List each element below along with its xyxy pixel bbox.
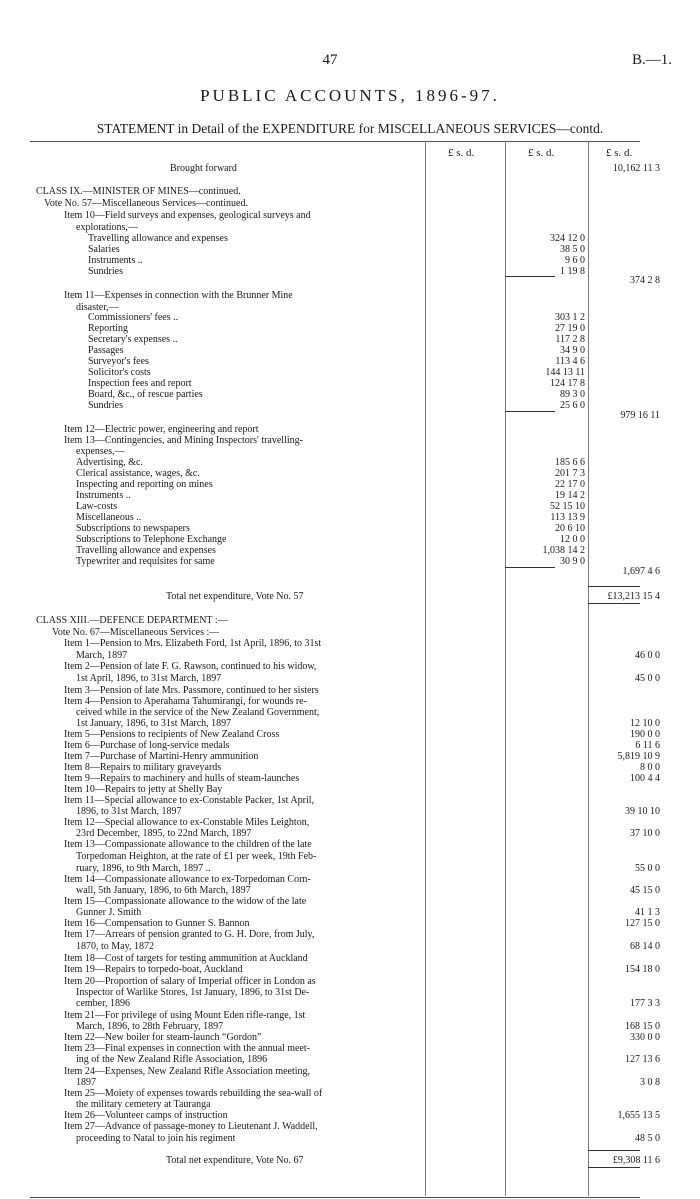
subtotal-rule xyxy=(505,411,555,412)
row-label: Item 3—Pension of late Mrs. Passmore, continued to her sisters xyxy=(64,685,319,696)
amount-total: £13,213 15 4 xyxy=(607,591,660,602)
row-label: Total net expenditure, Vote No. 67 xyxy=(166,1155,304,1166)
row-label: Item 8—Repairs to military graveyards xyxy=(64,762,222,773)
row-label: March, 1897 xyxy=(76,650,128,661)
table-row xyxy=(30,839,640,851)
row-label: Total net expenditure, Vote No. 57 xyxy=(166,591,304,602)
amount-subitem: 303 1 2 xyxy=(555,312,585,323)
row-label: Item 22—New boiler for steam-launch “Gordon” xyxy=(64,1032,262,1043)
statement-subtitle: STATEMENT in Detail of the EXPENDITURE for MISCELLANEOUS SERVICES—contd. xyxy=(96,121,604,136)
row-label: Item 11—Special allowance to ex-Constable Packer, 1st April, xyxy=(64,795,314,806)
row-label: Salaries xyxy=(88,244,120,255)
amount-subitem: 9 6 0 xyxy=(565,255,585,266)
table-row xyxy=(30,851,640,863)
amount-total: 6 11 6 xyxy=(635,740,660,751)
row-label: Secretary's expenses .. xyxy=(88,334,178,345)
row-label: Commissioners' fees .. xyxy=(88,312,179,323)
amount-total: 45 0 0 xyxy=(635,673,660,684)
table-row xyxy=(30,210,640,222)
table-row xyxy=(30,1054,660,1066)
page-number: 47 xyxy=(322,52,338,68)
amount-total: 48 5 0 xyxy=(635,1133,660,1144)
subtotal-rule xyxy=(505,276,555,277)
row-label: Subscriptions to newspapers xyxy=(76,523,190,534)
amount-subitem: 22 17 0 xyxy=(555,479,585,490)
row-label: Sundries xyxy=(88,266,123,277)
row-label: Clerical assistance, wages, &c. xyxy=(76,468,200,479)
amount-subitem: 124 17 8 xyxy=(550,378,585,389)
row-label: 23rd December, 1895, to 22nd March, 1897 xyxy=(76,828,252,839)
amount-total: 39 10 10 xyxy=(625,806,660,817)
row-label: Item 4—Pension to Aperahama Tahumirangi, for wounds re- xyxy=(64,696,307,707)
row-label: Inspection fees and report xyxy=(88,378,192,389)
amount-total: 100 4 4 xyxy=(630,773,660,784)
row-label: Torpedoman Heighton, at the rate of £1 per week, 19th Feb- xyxy=(76,851,317,862)
amount-subitem: 117 2 8 xyxy=(555,334,585,345)
row-label: Item 13—Compassionate allowance to the children of the late xyxy=(64,839,312,850)
row-label: wall, 5th January, 1896, to 6th March, 1897 xyxy=(76,885,251,896)
row-label: Item 13—Contingencies, and Mining Inspectors' travelling- xyxy=(64,435,303,446)
table-row xyxy=(30,186,640,198)
table-row xyxy=(30,1121,640,1133)
table-row xyxy=(30,615,640,627)
amount-total: 41 1 3 xyxy=(635,907,660,918)
table-row xyxy=(30,673,660,685)
row-label: Surveyor's fees xyxy=(88,356,149,367)
total-rule xyxy=(588,586,640,587)
amount-subitem: 201 7 3 xyxy=(555,468,585,479)
amount-subitem: 113 4 6 xyxy=(555,356,585,367)
amount-subitem: 324 12 0 xyxy=(550,233,585,244)
row-label: Item 1—Pension to Mrs. Elizabeth Ford, 1st April, 1896, to 31st xyxy=(64,638,322,649)
row-label: 1896, to 31st March, 1897 xyxy=(76,806,182,817)
row-label: Item 26—Volunteer camps of instruction xyxy=(64,1110,228,1121)
amount-subitem: 52 15 10 xyxy=(550,501,585,512)
row-label: 1st January, 1896, to 31st March, 1897 xyxy=(76,718,232,729)
row-label: Item 9—Repairs to machinery and hulls of steam-launches xyxy=(64,773,300,784)
row-label: Instruments .. xyxy=(88,255,143,266)
table-row xyxy=(30,163,660,175)
row-label: Instruments .. xyxy=(76,490,131,501)
row-label: Brought forward xyxy=(170,163,237,174)
amount-total: 55 0 0 xyxy=(635,863,660,874)
total-rule xyxy=(588,603,640,604)
row-label: Item 19—Repairs to torpedo-boat, Auckland xyxy=(64,964,243,975)
amount-total: 979 16 11 xyxy=(620,410,660,421)
amount-subitem: 19 14 2 xyxy=(555,490,585,501)
amount-subitem: 25 6 0 xyxy=(560,400,585,411)
amount-total: 154 18 0 xyxy=(625,964,660,975)
row-label: disaster,— xyxy=(76,302,119,313)
amount-total: 46 0 0 xyxy=(635,650,660,661)
amount-total: 3 0 8 xyxy=(640,1077,660,1088)
row-label: Sundries xyxy=(88,400,123,411)
row-label: Item 14—Compassionate allowance to ex-Torpedoman Corn- xyxy=(64,874,311,885)
row-label: Inspecting and reporting on mines xyxy=(76,479,213,490)
row-label: Gunner J. Smith xyxy=(76,907,142,918)
amount-subitem: 185 6 6 xyxy=(555,457,585,468)
row-label: Item 12—Special allowance to ex-Constable Miles Leighton, xyxy=(64,817,310,828)
row-label: Miscellaneous .. xyxy=(76,512,142,523)
amount-subitem: 27 19 0 xyxy=(555,323,585,334)
amount-total: 127 13 6 xyxy=(625,1054,660,1065)
amount-total: 37 10 0 xyxy=(630,828,660,839)
row-label: Inspector of Warlike Stores, 1st January, 1896, to 31st De- xyxy=(76,987,310,998)
amount-total: 8 0 0 xyxy=(640,762,660,773)
row-label: Subscriptions to Telephone Exchange xyxy=(76,534,227,545)
row-label: Travelling allowance and expenses xyxy=(88,233,228,244)
row-label: ing of the New Zealand Rifle Association, 1896 xyxy=(76,1054,268,1065)
column-header-3: £ s. d. xyxy=(606,147,633,159)
amount-subitem: 20 6 10 xyxy=(555,523,585,534)
table-row xyxy=(30,964,660,976)
row-label: ruary, 1896, to 9th March, 1897 .. xyxy=(76,863,211,874)
row-label: 1st April, 1896, to 31st March, 1897 xyxy=(76,673,222,684)
row-label: Item 17—Arrears of pension granted to G. H. Dore, from July, xyxy=(64,929,315,940)
amount-total: £9,308 11 6 xyxy=(612,1155,660,1166)
table-row xyxy=(30,290,640,302)
row-label: CLASS XIII.—DEFENCE DEPARTMENT :— xyxy=(36,615,228,626)
row-label: Item 23—Final expenses in connection with the annual meet- xyxy=(64,1043,311,1054)
table-row xyxy=(30,1133,660,1145)
amount-subitem: 34 9 0 xyxy=(560,345,585,356)
amount-total: 1,697 4 6 xyxy=(622,566,660,577)
amount-total: 10,162 11 3 xyxy=(612,163,660,174)
amount-total: 190 0 0 xyxy=(630,729,660,740)
table-row xyxy=(30,638,640,650)
row-label: Reporting xyxy=(88,323,128,334)
row-label: Travelling allowance and expenses xyxy=(76,545,216,556)
row-label: Item 10—Repairs to jetty at Shelly Bay xyxy=(64,784,223,795)
amount-total: 168 15 0 xyxy=(625,1021,660,1032)
table-row xyxy=(30,998,660,1010)
amount-total: 127 15 0 xyxy=(625,918,660,929)
row-label: Item 7—Purchase of Martini-Henry ammunition xyxy=(64,751,259,762)
row-label: Passages xyxy=(88,345,124,356)
row-label: CLASS IX.—MINISTER OF MINES—continued. xyxy=(36,186,241,197)
amount-subitem: 113 13 9 xyxy=(550,512,585,523)
row-label: proceeding to Natal to join his regiment xyxy=(76,1133,236,1144)
row-label: Item 2—Pension of late F. G. Rawson, continued to his widow, xyxy=(64,661,317,672)
row-label: Item 24—Expenses, New Zealand Rifle Association meeting, xyxy=(64,1066,311,1077)
row-label: the military cemetery at Tauranga xyxy=(76,1099,211,1110)
amount-subitem: 1,038 14 2 xyxy=(542,545,585,556)
row-label: Item 11—Expenses in connection with the Brunner Mine xyxy=(64,290,293,301)
row-label: Item 18—Cost of targets for testing ammunition at Auckland xyxy=(64,953,308,964)
amount-total: 177 3 3 xyxy=(630,998,660,1009)
subtotal-rule xyxy=(505,567,555,568)
amount-subitem: 30 9 0 xyxy=(560,556,585,567)
row-label: Item 20—Proportion of salary of Imperial officer in London as xyxy=(64,976,316,987)
document-reference: B.—1. xyxy=(631,52,672,68)
row-label: Item 27—Advance of passage-money to Lieutenant J. Waddell, xyxy=(64,1121,318,1132)
table-row xyxy=(30,198,640,210)
row-label: Item 21—For privilege of using Mount Eden rifle-range, 1st xyxy=(64,1010,306,1021)
table-row xyxy=(30,929,640,941)
amount-subitem: 38 5 0 xyxy=(560,244,585,255)
amount-total: 68 14 0 xyxy=(630,941,660,952)
row-label: 1897 xyxy=(76,1077,96,1088)
row-label: Item 25—Moiety of expenses towards rebuilding the sea-wall of xyxy=(64,1088,323,1099)
amount-total: 330 0 0 xyxy=(630,1032,660,1043)
amount-total: 12 10 0 xyxy=(630,718,660,729)
row-label: 1870, to May, 1872 xyxy=(76,941,154,952)
amount-total: 45 15 0 xyxy=(630,885,660,896)
row-label: Item 16—Compensation to Gunner S. Bannon xyxy=(64,918,250,929)
row-label: Item 6—Purchase of long-service medals xyxy=(64,740,230,751)
row-label: Item 5—Pensions to recipients of New Zealand Cross xyxy=(64,729,280,740)
total-rule xyxy=(588,1167,640,1168)
column-header-1: £ s. d. xyxy=(448,147,475,159)
row-label: ceived while in the service of the New Zealand Government, xyxy=(76,707,320,718)
amount-total: 374 2 8 xyxy=(630,275,660,286)
page-title: PUBLIC ACCOUNTS, 1896-97. xyxy=(200,86,500,105)
row-label: Item 12—Electric power, engineering and report xyxy=(64,424,259,435)
amount-subitem: 89 3 0 xyxy=(560,389,585,400)
row-label: Item 15—Compassionate allowance to the widow of the late xyxy=(64,896,307,907)
row-label: Solicitor's costs xyxy=(88,367,151,378)
table-row xyxy=(30,661,640,673)
row-label: Typewriter and requisites for same xyxy=(76,556,215,567)
table-row xyxy=(30,941,660,953)
total-rule xyxy=(588,1150,640,1151)
row-label: Board, &c., of rescue parties xyxy=(88,389,203,400)
row-label: cember, 1896 xyxy=(76,998,131,1009)
amount-subitem: 12 0 0 xyxy=(560,534,585,545)
amount-subitem: 1 19 8 xyxy=(560,266,585,277)
column-header-2: £ s. d. xyxy=(528,147,555,159)
table-row xyxy=(30,591,660,603)
row-label: expenses,— xyxy=(76,446,125,457)
table-row xyxy=(30,1155,660,1167)
row-label: Vote No. 57—Miscellaneous Services—continued. xyxy=(44,198,248,209)
amount-total: 5,819 10 9 xyxy=(617,751,660,762)
row-label: Vote No. 67—Miscellaneous Services :— xyxy=(52,627,220,638)
row-label: Advertising, &c. xyxy=(76,457,143,468)
row-label: March, 1896, to 28th February, 1897 xyxy=(76,1021,224,1032)
amount-subitem: 144 13 11 xyxy=(545,367,585,378)
row-label: explorations,— xyxy=(76,222,138,233)
row-label: Item 10—Field surveys and expenses, geological surveys and xyxy=(64,210,311,221)
amount-total: 1,655 13 5 xyxy=(617,1110,660,1121)
row-label: Law-costs xyxy=(76,501,118,512)
